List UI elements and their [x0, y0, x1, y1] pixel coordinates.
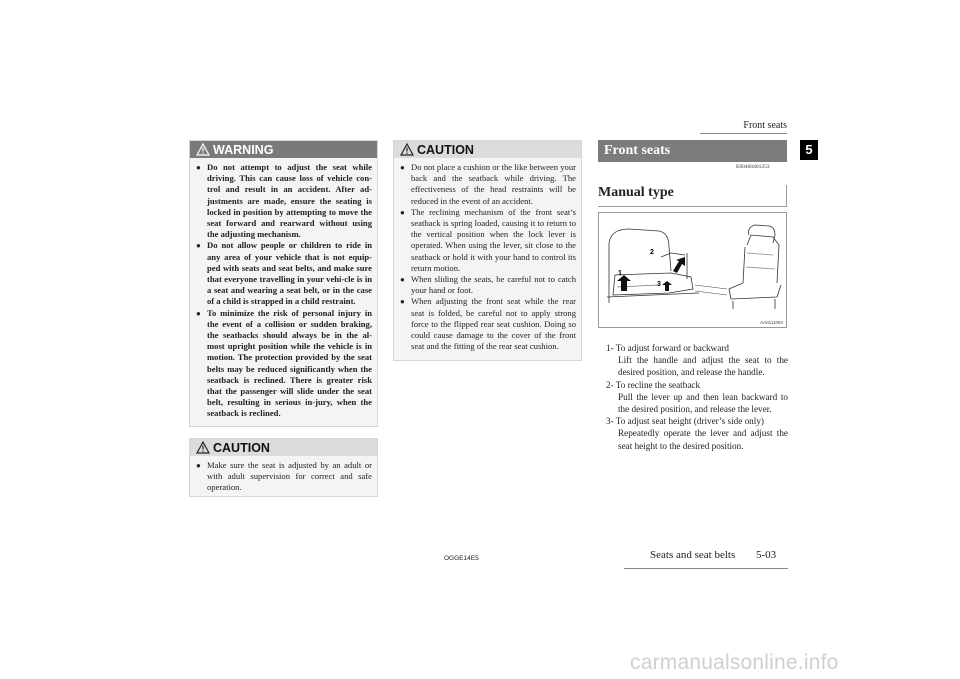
- bullet-icon: ●: [400, 275, 405, 285]
- subsection-title: Manual type: [598, 185, 787, 207]
- caution-title: CAUTION: [417, 142, 474, 157]
- section-title: Front seats: [598, 140, 787, 162]
- list-item: ● To minimize the risk of personal injury in the event of a collision or sudden braking, the seatbacks should always be in the al-most upright position while the vehicle is in motion. The protection provided by the seat belts may be reduced significantly when the seatback is reclined. There is greater risk that the passenger will slide under the seat belt, resulting in serious in-jury, when the seatback is reclined.: [196, 307, 372, 419]
- bullet-icon: ●: [400, 207, 405, 217]
- list-item: ● Make sure the seat is adjusted by an adult or with adult supervision for correct and safe operation.: [196, 460, 372, 493]
- warning-title: WARNING: [213, 142, 274, 157]
- step-description: Lift the handle and adjust the seat to the desired position, and release the handle.: [618, 355, 788, 378]
- warning-list: [190, 158, 377, 424]
- step-title: 3- To adjust seat height (driver’s side only): [606, 416, 764, 427]
- list-item: ● When sliding the seats, be careful not to catch your hand or foot.: [400, 274, 576, 296]
- page-number: 5-03: [756, 549, 777, 561]
- list-item: ● When adjusting the front seat while the rear seat is folded, be careful not to apply strong force to the flipped rear seat cushion. Doing so could cause damage to the cover of the front seat and the fitting of the rear seat cushion.: [400, 296, 576, 352]
- warning-header: [190, 141, 377, 158]
- callout-3: 3: [657, 281, 661, 288]
- caution-list: [394, 158, 581, 356]
- section-code: E00400401253: [736, 164, 770, 170]
- bullet-icon: ●: [400, 297, 405, 307]
- caution-box-middle: [393, 140, 582, 361]
- document-code: OGGE14E5: [444, 555, 479, 562]
- footer-section-title: Seats and seat belts: [650, 549, 736, 561]
- callout-1: 1: [618, 270, 622, 277]
- caution-header: [190, 439, 377, 456]
- bullet-icon: ●: [196, 163, 201, 172]
- list-item: ● The reclining mechanism of the front seat’s seatback is spring loaded, causing it to return to the vertical position when the lock lever is operated. When using the lever, sit close to the seatback or hold it with your hand to control its return motion.: [400, 206, 576, 273]
- list-item: ● Do not place a cushion or the like between your back and the seatback while driving. The effectiveness of the head restraints will be reduced in the event of an accident.: [400, 162, 576, 206]
- step-item: [606, 342, 788, 379]
- caution-triangle-icon: [196, 441, 210, 454]
- caution-header: [394, 141, 581, 158]
- bullet-icon: ●: [196, 308, 201, 318]
- seat-illustration: [598, 212, 787, 328]
- chapter-tab: 5: [800, 140, 818, 160]
- list-item: ● Do not allow people or children to ride in any area of your vehicle that is not equip-ped with seats and seat belts, and make sure that everyone travelling in your vehi-cle is in a seat and wearing a seat belt, or in the case of a child is strapped in a child restraint.: [196, 240, 372, 307]
- instruction-steps: [606, 342, 788, 452]
- callout-2: 2: [650, 249, 654, 256]
- warning-box: [189, 140, 378, 427]
- arrow-up-icon: [617, 275, 631, 291]
- arrow-height-icon: [662, 281, 672, 291]
- figure-code: AA0111094: [760, 320, 783, 325]
- warning-triangle-icon: [196, 143, 210, 156]
- arrow-recline-icon: [673, 257, 685, 273]
- step-description: Repeatedly operate the lever and adjust the seat height to the desired position.: [618, 428, 788, 451]
- bullet-icon: ●: [196, 461, 201, 470]
- step-title: 2- To recline the seatback: [606, 379, 701, 390]
- footer-divider: [624, 568, 788, 569]
- caution-triangle-icon: [400, 143, 414, 156]
- caution-title: CAUTION: [213, 440, 270, 455]
- step-item: [606, 379, 788, 416]
- list-item: ● Do not attempt to adjust the seat while driving. This can cause loss of vehicle con-trol and result in an accident. After ad-justments are made, ensure the seating is locked in position by attempting to move the seat forward and rearward without using the adjusting mechanism.: [196, 162, 372, 240]
- step-item: [606, 415, 788, 452]
- seat-drawing: [599, 213, 786, 327]
- step-title: 1- To adjust forward or backward: [606, 343, 729, 353]
- watermark: carmanualsonline.info: [630, 651, 839, 674]
- caution-list: [190, 456, 377, 498]
- bullet-icon: ●: [196, 241, 201, 251]
- running-header: Front seats: [700, 120, 787, 134]
- caution-box-left: [189, 438, 378, 497]
- bullet-icon: ●: [400, 163, 405, 172]
- step-description: Pull the lever up and then lean backward to the desired position, and release the lever.: [618, 391, 788, 415]
